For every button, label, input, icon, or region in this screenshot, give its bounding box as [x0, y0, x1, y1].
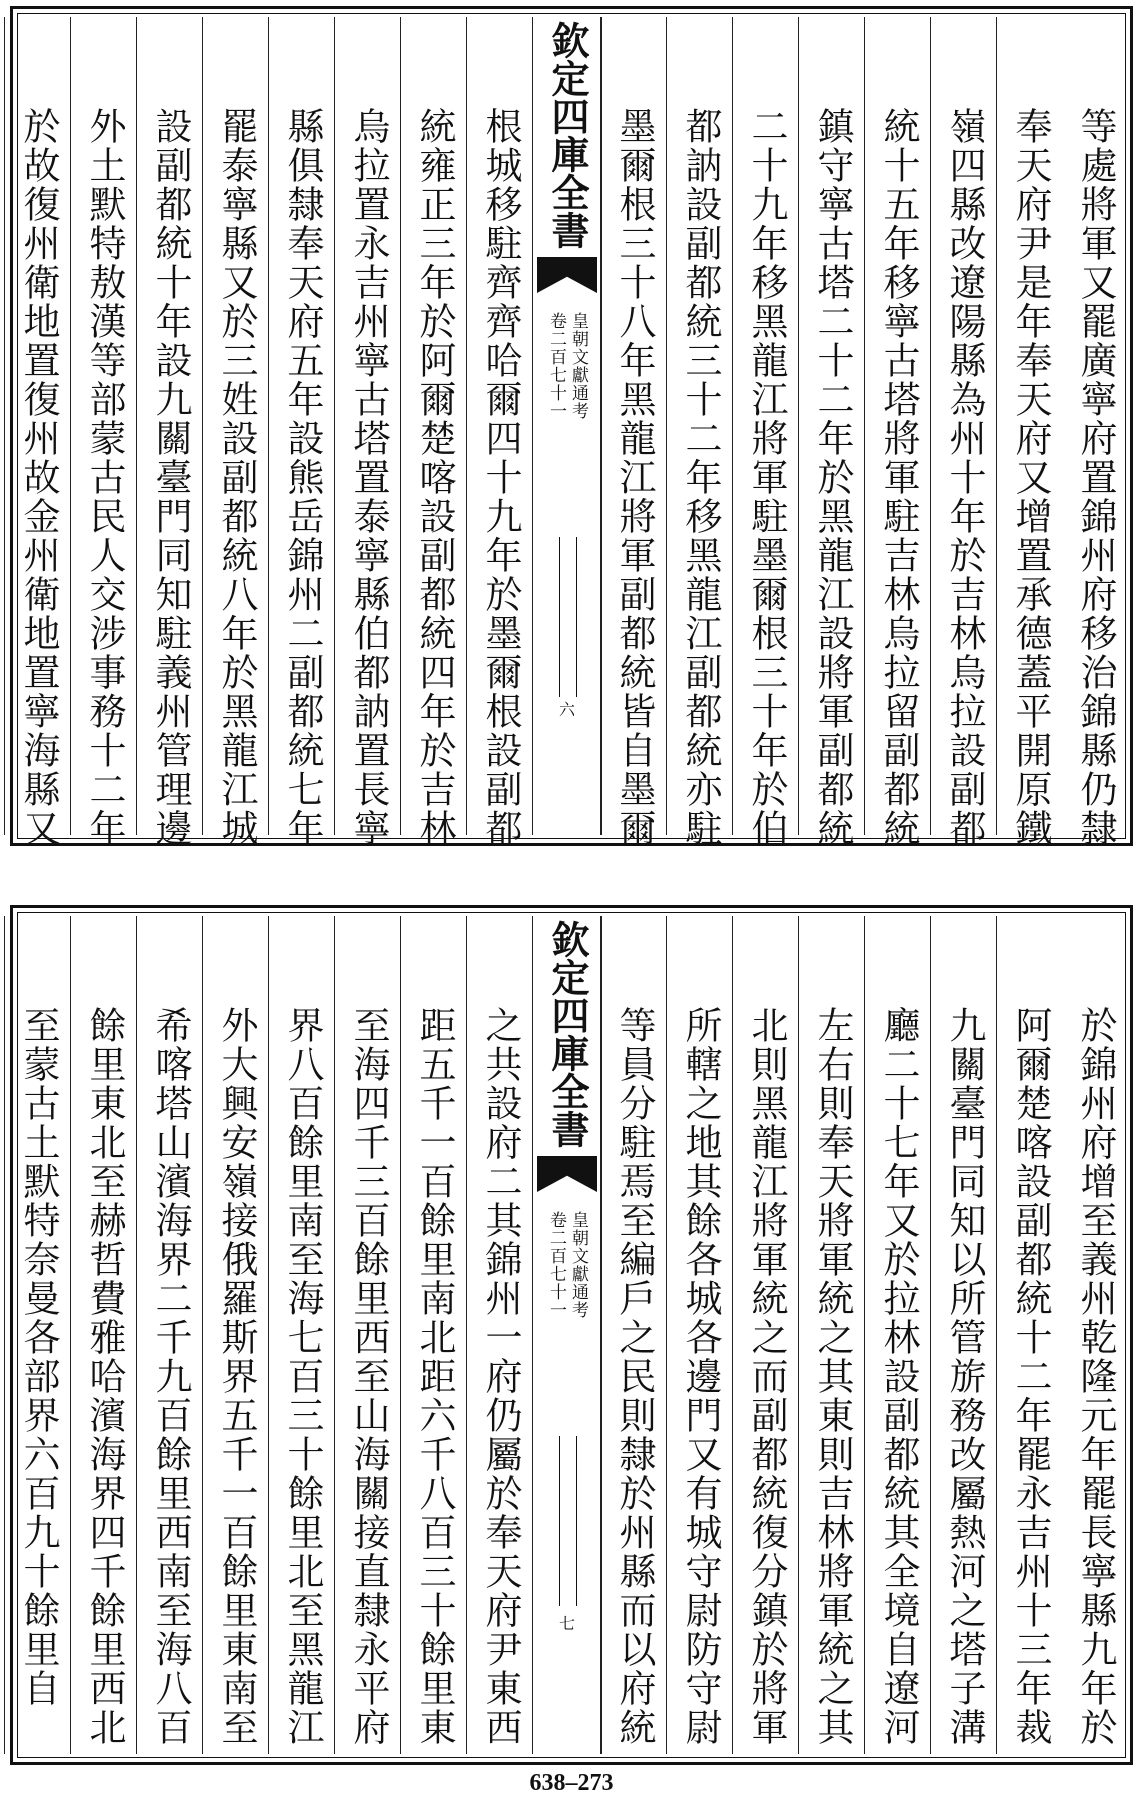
banner-subtitle: [533, 1211, 601, 1319]
column-text: 之共設府二其錦州一府仍屬於奉天府尹東西: [479, 1006, 522, 1747]
text-column: [202, 17, 269, 848]
column-text: 等處將軍又罷廣寧府置錦州府移治錦縣仍隸: [1074, 107, 1117, 848]
column-text: 奉天府尹是年奉天府又增置承德蓋平開原鐵: [1009, 107, 1052, 848]
text-column: [136, 17, 203, 848]
center-banner: [532, 916, 602, 1754]
column-text: 墨爾根三十八年黑龍江將軍副都統皆自墨爾: [613, 107, 656, 848]
column-text: 烏拉置永吉州寧古塔置泰寧縣伯都訥置長寧: [347, 107, 390, 848]
folio-rule: [559, 537, 577, 697]
column-text: 距五千一百餘里南北距六千八百三十餘里東: [413, 1006, 456, 1747]
text-column: [202, 916, 269, 1754]
top-page-columns: [17, 17, 1122, 848]
column-text: 根城移駐齊齊哈爾四十九年於墨爾根設副都: [479, 107, 522, 848]
column-text: 所轄之地其餘各城各邊門又有城守尉防守尉: [679, 1006, 722, 1747]
text-column: [70, 17, 137, 848]
column-text: 縣俱隸奉天府五年設熊岳錦州二副都統七年: [281, 107, 324, 848]
text-column: [334, 17, 401, 848]
banner-title: 欽定四庫全書: [545, 920, 590, 1148]
column-text: 界八百餘里南至海七百三十餘里北至黑龍江: [281, 1006, 324, 1747]
folio-rule: [559, 1436, 577, 1606]
column-text: 餘里東北至赫哲費雅哈濱海界四千餘里西北: [83, 1006, 126, 1747]
column-text: 左右則奉天將軍統之其東則吉林將軍統之其: [811, 1006, 854, 1747]
text-column: [732, 17, 799, 848]
text-column: [666, 17, 733, 848]
column-text: 至海四千三百餘里西至山海關接直隸永平府: [347, 1006, 390, 1747]
column-text: 都訥設副都統三十二年移黑龍江副都統亦駐: [679, 107, 722, 848]
text-column: [400, 17, 467, 848]
column-text: 於故復州衛地置復州故金州衛地置寧海縣又: [17, 107, 60, 848]
column-text: 設副都統十年設九關臺門同知駐義州管理邊: [149, 107, 192, 848]
column-text: 廳二十七年又於拉林設副都統其全境自遼河: [877, 1006, 920, 1747]
text-column: [136, 916, 203, 1754]
fish-tail-mark: [537, 1156, 597, 1192]
fish-tail-mark: [537, 257, 597, 293]
text-column: [864, 17, 931, 848]
column-text: 希喀塔山濱海界二千九百餘里西南至海八百: [149, 1006, 192, 1747]
text-column: [798, 17, 865, 848]
text-column: [466, 916, 533, 1754]
text-column: [600, 916, 667, 1754]
text-column: [334, 916, 401, 1754]
text-column: [4, 17, 71, 848]
column-text: 嶺四縣改遼陽縣為州十年於吉林烏拉設副都: [943, 107, 986, 848]
page-number: 638–273: [529, 1770, 614, 1796]
text-column: [930, 916, 997, 1754]
text-column: [732, 916, 799, 1754]
banner-subtitle: [533, 312, 601, 420]
text-column: [1062, 17, 1128, 848]
column-text: 罷泰寧縣又於三姓設副都統八年於黑龍江城: [215, 107, 258, 848]
folio-number: 六: [558, 700, 575, 719]
column-text: 外大興安嶺接俄羅斯界五千一百餘里東南至: [215, 1006, 258, 1747]
banner-title: 欽定四庫全書: [545, 21, 590, 249]
banner-book-title: 皇朝文獻通考: [568, 312, 588, 420]
column-text: 統雍正三年於阿爾楚喀設副都統四年於吉林: [413, 107, 456, 848]
bottom-page: [10, 905, 1133, 1765]
column-text: 至蒙古土默特奈曼各部界六百九十餘里自: [17, 1006, 60, 1708]
text-column: [666, 916, 733, 1754]
text-column: [996, 916, 1063, 1754]
top-page: [10, 6, 1133, 846]
text-column: [4, 916, 71, 1754]
text-column: [600, 17, 667, 848]
text-column: [1062, 916, 1128, 1754]
text-column: [466, 17, 533, 848]
text-column: [268, 17, 335, 848]
column-text: 外土默特敖漢等部蒙古民人交涉事務十二年: [83, 107, 126, 848]
folio-number: 七: [558, 1614, 575, 1633]
banner-book-title: 皇朝文獻通考: [568, 1211, 588, 1319]
text-column: [268, 916, 335, 1754]
column-text: 二十九年移黑龍江將軍駐墨爾根三十年於伯: [745, 107, 788, 848]
column-text: 統十五年移寧古塔將軍駐吉林烏拉留副都統: [877, 107, 920, 848]
banner-volume: 卷二百七十一: [546, 312, 566, 420]
bottom-page-columns: [17, 916, 1122, 1754]
text-column: [798, 916, 865, 1754]
column-text: 等員分駐焉至編戶之民則隸於州縣而以府統: [613, 1006, 656, 1747]
center-banner: [532, 17, 602, 835]
column-text: 九關臺門同知以所管旂務改屬熱河之塔子溝: [943, 1006, 986, 1747]
column-text: 阿爾楚喀設副都統十二年罷永吉州十三年裁: [1009, 1006, 1052, 1747]
column-text: 於錦州府增至義州乾隆元年罷長寧縣九年於: [1074, 1006, 1117, 1747]
text-column: [996, 17, 1063, 848]
text-column: [930, 17, 997, 848]
text-column: [400, 916, 467, 1754]
banner-volume: 卷二百七十一: [546, 1211, 566, 1319]
column-text: 北則黑龍江將軍統之而副都統復分鎮於將軍: [745, 1006, 788, 1747]
text-column: [864, 916, 931, 1754]
text-column: [70, 916, 137, 1754]
column-text: 鎮守寧古塔二十二年於黑龍江設將軍副都統: [811, 107, 854, 848]
